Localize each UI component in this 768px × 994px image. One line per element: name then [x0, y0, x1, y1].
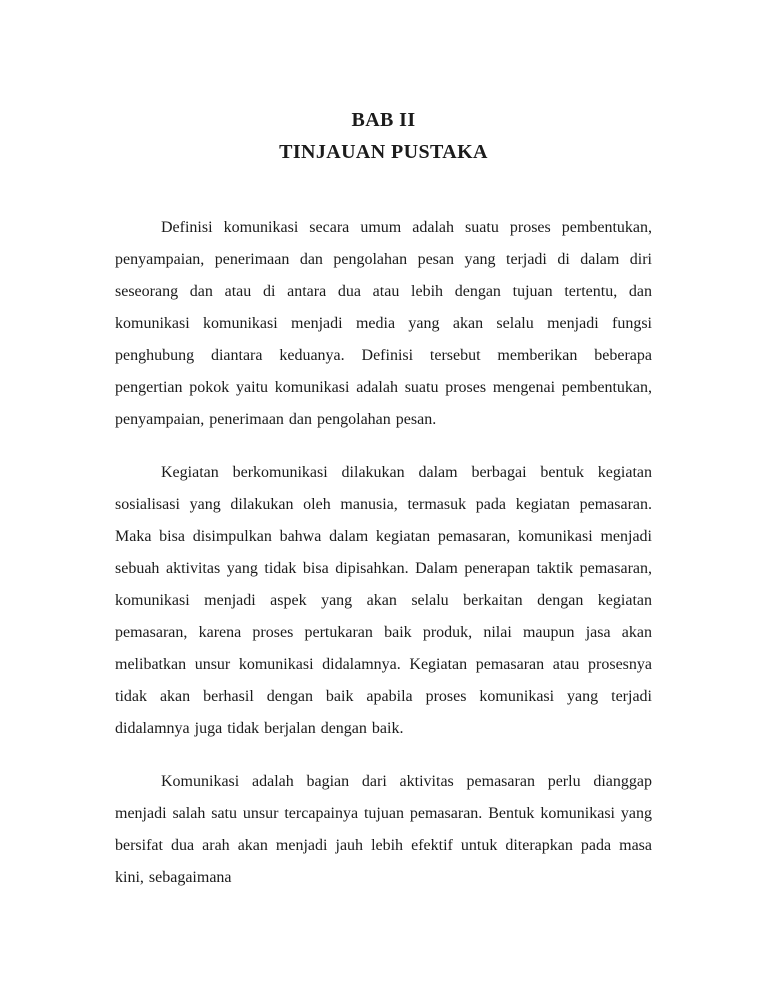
document-body: [115, 212, 652, 894]
paragraph-definisi-komunikasi: Definisi komunikasi secara umum adalah suatu proses pembentukan, penyampaian, penerimaan dan pengolahan pesan yang terjadi di dalam diri seseorang dan atau di antara dua atau lebih dengan tujuan tertentu, dan komunikasi komunikasi menjadi media yang akan selalu menjadi fungsi penghubung diantara keduanya. Definisi tersebut memberikan beberapa pengertian pokok yaitu komunikasi adalah suatu proses mengenai pembentukan, penyampaian, penerimaan dan pengolahan pesan.: [115, 219, 652, 428]
paragraph-komunikasi-pemasaran: Komunikasi adalah bagian dari aktivitas pemasaran perlu dianggap menjadi salah satu unsur tercapainya tujuan pemasaran. Bentuk komunikasi yang bersifat dua arah akan menjadi jauh lebih efektif untuk diterapkan pada masa kini, sebagaimana: [115, 773, 652, 886]
chapter-title-heading: TINJAUAN PUSTAKA: [279, 141, 488, 163]
chapter-heading-block: [115, 104, 652, 168]
paragraph-kegiatan-berkomunikasi: Kegiatan berkomunikasi dilakukan dalam berbagai bentuk kegiatan sosialisasi yang dilakukan oleh manusia, termasuk pada kegiatan pemasaran. Maka bisa disimpulkan bahwa dalam kegiatan pemasaran, komunikasi menjadi sebuah aktivitas yang tidak bisa dipisahkan. Dalam penerapan taktik pemasaran, komunikasi menjadi aspek yang akan selalu berkaitan dengan kegiatan pemasaran, karena proses pertukaran baik produk, nilai maupun jasa akan melibatkan unsur komunikasi didalamnya. Kegiatan pemasaran atau prosesnya tidak akan berhasil dengan baik apabila proses komunikasi yang terjadi didalamnya juga tidak berjalan dengan baik.: [115, 464, 652, 737]
chapter-number-heading: BAB II: [351, 109, 416, 131]
